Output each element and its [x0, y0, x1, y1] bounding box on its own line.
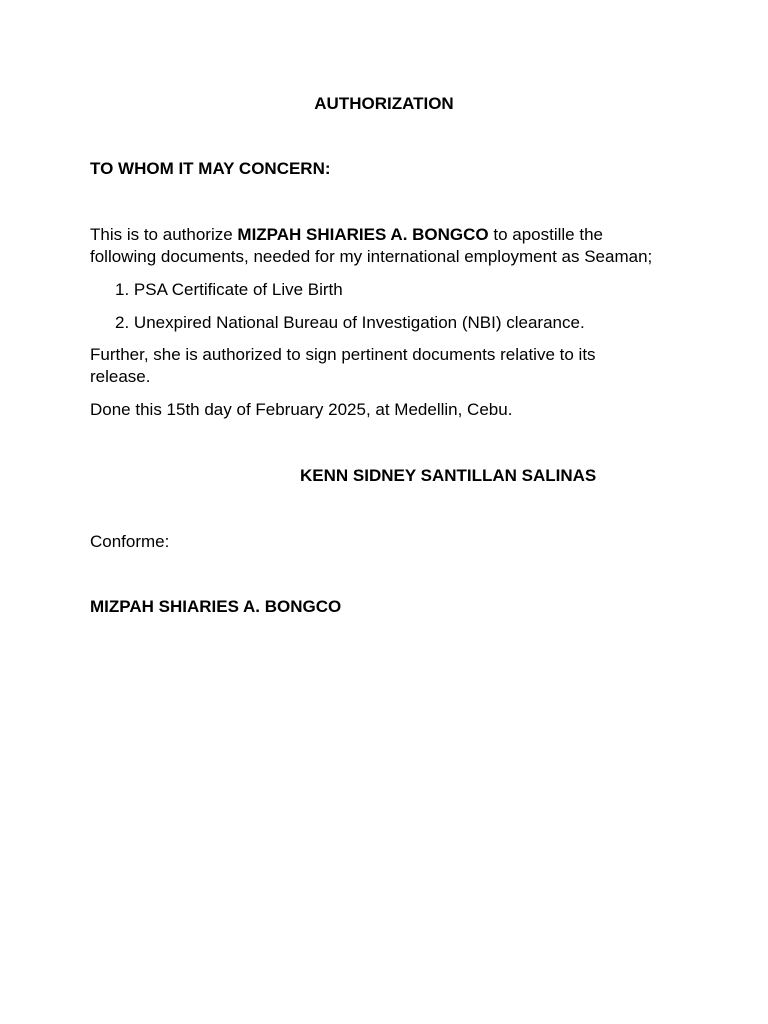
signatory-name: KENN SIDNEY SANTILLAN SALINAS	[300, 466, 597, 485]
further-paragraph: Further, she is authorized to sign pertinent documents relative to its release.	[90, 345, 596, 386]
list-item	[115, 312, 585, 334]
conforme-label: Conforme:	[90, 532, 170, 551]
done-paragraph: Done this 15th day of February 2025, at Medellin, Cebu.	[90, 400, 513, 419]
document-title: AUTHORIZATION	[314, 94, 454, 113]
intro-prefix: This is to authorize	[90, 225, 238, 244]
list-item-text: PSA Certificate of Live Birth	[133, 280, 343, 299]
list-item	[115, 279, 343, 301]
salutation: TO WHOM IT MAY CONCERN:	[90, 159, 331, 178]
intro-suffix: to apostille the	[488, 225, 603, 244]
intro-line-2: following documents, needed for my international employment as Seaman;	[90, 247, 653, 266]
authorized-person-name: MIZPAH SHIARIES A. BONGCO	[237, 225, 489, 244]
list-item-text: Unexpired National Bureau of Investigation (NBI) clearance.	[133, 313, 585, 332]
intro-line-1	[90, 224, 603, 246]
conforme-name: MIZPAH SHIARIES A. BONGCO	[90, 597, 342, 616]
list-item-number: 1.	[115, 280, 130, 299]
list-item-number: 2.	[115, 313, 130, 332]
